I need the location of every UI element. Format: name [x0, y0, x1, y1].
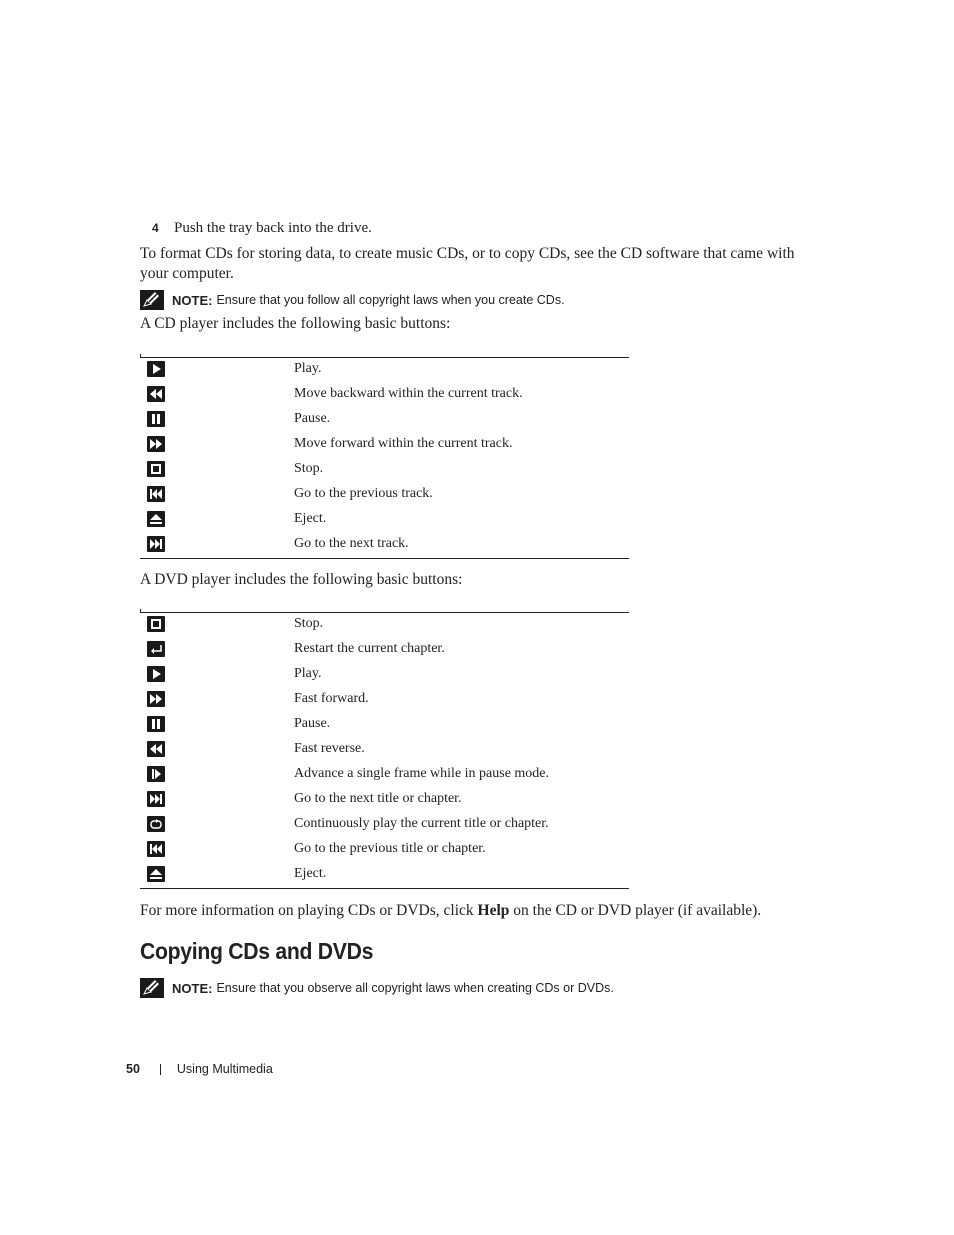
- eject-icon: [147, 511, 165, 527]
- step-item: [152, 220, 372, 237]
- rewind-icon: [147, 386, 165, 402]
- cd-button-description: Go to the next track.: [294, 536, 409, 551]
- more-info-text: For more information on playing CDs or DVDs, click: [140, 902, 478, 919]
- play-icon: [147, 361, 165, 377]
- cd-buttons-table: [140, 357, 629, 559]
- more-info-paragraph: [140, 901, 840, 921]
- note-label: NOTE:: [172, 980, 213, 996]
- dvd-button-row: [140, 613, 629, 638]
- note-label: NOTE:: [172, 292, 213, 308]
- dvd-button-description: Play.: [294, 666, 322, 681]
- cd-button-description: Eject.: [294, 511, 327, 526]
- dvd-button-description: Advance a single frame while in pause mode.: [294, 766, 550, 781]
- dvd-button-description: Go to the next title or chapter.: [294, 791, 462, 806]
- dvd-button-row: [140, 663, 629, 688]
- dvd-button-description: Go to the previous title or chapter.: [294, 841, 486, 856]
- dvd-button-row: [140, 863, 629, 888]
- dvd-button-description: Eject.: [294, 866, 327, 881]
- dvd-button-description: Restart the current chapter.: [294, 641, 445, 656]
- note-copyright-dvds: [140, 977, 614, 999]
- cd-button-row: [140, 433, 629, 458]
- stop-icon: [147, 616, 165, 632]
- cd-button-description: Pause.: [294, 411, 331, 426]
- cd-button-description: Move backward within the current track.: [294, 386, 523, 401]
- cd-button-description: Play.: [294, 361, 322, 376]
- dvd-button-description: Pause.: [294, 716, 331, 731]
- footer-separator: [160, 1064, 161, 1075]
- frame-advance-icon: [147, 766, 165, 782]
- dvd-button-description: Continuously play the current title or chapter.: [294, 816, 549, 831]
- note-copyright-cds: [140, 289, 565, 311]
- footer-section: Using Multimedia: [176, 1062, 273, 1076]
- page-number: 50: [126, 1062, 140, 1076]
- page-footer: [126, 1062, 273, 1076]
- dvd-button-description: Fast reverse.: [294, 741, 365, 756]
- note-pencil-icon: [140, 290, 164, 310]
- step-number: 4: [152, 221, 159, 235]
- cd-button-row: [140, 408, 629, 433]
- dvd-button-row: [140, 688, 629, 713]
- note-text: Ensure that you follow all copyright laws when you create CDs.: [216, 293, 565, 307]
- note-text: Ensure that you observe all copyright laws when creating CDs or DVDs.: [216, 981, 614, 995]
- note-pencil-icon: [140, 978, 164, 998]
- fast-forward-icon: [147, 436, 165, 452]
- eject-icon: [147, 866, 165, 882]
- dvd-button-row: [140, 788, 629, 813]
- cd-button-row: [140, 508, 629, 533]
- cd-button-row: [140, 458, 629, 483]
- cd-button-description: Go to the previous track.: [294, 486, 433, 501]
- cd-button-description: Stop.: [294, 461, 324, 476]
- fast-forward-icon: [147, 691, 165, 707]
- dvd-buttons-table: [140, 612, 629, 889]
- cd-button-description: Move forward within the current track.: [294, 436, 513, 451]
- previous-track-icon: [147, 486, 165, 502]
- help-term: Help: [477, 902, 510, 919]
- dvd-button-row: [140, 763, 629, 788]
- next-track-icon: [147, 536, 165, 552]
- dvd-button-row: [140, 813, 629, 838]
- cd-button-row: [140, 483, 629, 508]
- dvd-button-row: [140, 713, 629, 738]
- rewind-icon: [147, 741, 165, 757]
- step-text: Push the tray back into the drive.: [174, 220, 372, 236]
- cd-button-row: [140, 383, 629, 408]
- dvd-button-description: Fast forward.: [294, 691, 369, 706]
- next-track-icon: [147, 791, 165, 807]
- cd-button-row: [140, 358, 629, 383]
- restart-chapter-icon: [147, 641, 165, 657]
- repeat-icon: [147, 816, 165, 832]
- play-icon: [147, 666, 165, 682]
- dvd-button-row: [140, 838, 629, 863]
- pause-icon: [147, 411, 165, 427]
- dvd-intro: A DVD player includes the following basic buttons:: [140, 571, 463, 588]
- dvd-button-row: [140, 638, 629, 663]
- cd-button-row: [140, 533, 629, 558]
- section-heading: Copying CDs and DVDs: [140, 938, 374, 964]
- pause-icon: [147, 716, 165, 732]
- dvd-button-description: Stop.: [294, 616, 324, 631]
- cd-intro: A CD player includes the following basic buttons:: [140, 315, 451, 332]
- more-info-text-end: on the CD or DVD player (if available).: [509, 902, 762, 919]
- format-paragraph: To format CDs for storing data, to create music CDs, or to copy CDs, see the CD software that came with your computer.: [140, 245, 795, 282]
- stop-icon: [147, 461, 165, 477]
- dvd-button-row: [140, 738, 629, 763]
- previous-track-icon: [147, 841, 165, 857]
